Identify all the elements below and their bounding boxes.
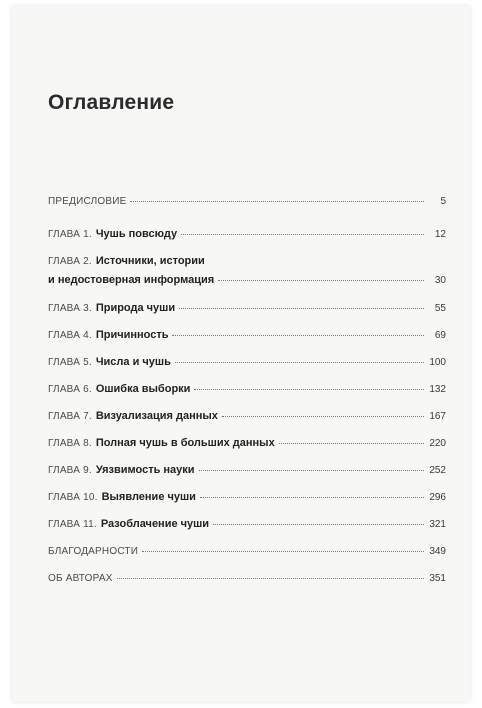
toc-entry [48, 329, 446, 342]
toc-entry-label: БЛАГОДАРНОСТИ [48, 546, 139, 557]
dot-leader [200, 497, 424, 498]
toc-entry-title-continuation: и недостоверная информация [48, 274, 215, 286]
toc-entry-label: ОБ АВТОРАХ [48, 573, 113, 584]
toc-entry-page-number: 30 [434, 275, 446, 286]
toc-entry [48, 383, 446, 396]
toc-entry-label: ГЛАВА 2. [48, 256, 92, 267]
toc-entry-title: Уязвимость науки [95, 464, 195, 476]
toc-entry-label: ГЛАВА 10. [48, 492, 98, 503]
toc-entry [48, 545, 446, 558]
toc-entry-page-number: 220 [429, 438, 446, 449]
toc-entry-label: ГЛАВА 8. [48, 438, 92, 449]
toc-entry [48, 356, 446, 369]
dot-leader [179, 308, 424, 309]
dot-leader [175, 362, 424, 363]
toc-entry-title: Числа и чушь [95, 356, 171, 368]
toc-entry-label: ГЛАВА 5. [48, 357, 92, 368]
toc-entry [48, 518, 446, 531]
toc-entry [48, 195, 446, 208]
toc-entry-title: Источники, истории [95, 255, 205, 267]
toc-entry-page-number: 69 [434, 330, 446, 341]
dot-leader [181, 234, 424, 235]
toc-entry-title: Ошибка выборки [95, 383, 191, 395]
toc-entry-page-number: 296 [429, 492, 446, 503]
toc-entry-label: ГЛАВА 6. [48, 384, 92, 395]
dot-leader [222, 416, 424, 417]
toc-entry-label: ГЛАВА 11. [48, 519, 97, 530]
toc-entry-page-number: 100 [429, 357, 446, 368]
toc-entry-label: ГЛАВА 4. [48, 330, 92, 341]
toc-entry-page-number: 12 [434, 229, 446, 240]
toc-entry-title: Чушь повсюду [95, 228, 178, 240]
toc-entry-label: ПРЕДИСЛОВИЕ [48, 196, 127, 207]
dot-leader [218, 280, 424, 281]
toc-entry-title: Природа чуши [95, 302, 176, 314]
toc-entry [48, 437, 446, 450]
toc-entry-page-number: 167 [429, 411, 446, 422]
dot-leader [172, 335, 424, 336]
toc-entry [48, 255, 446, 287]
book-page [12, 6, 470, 702]
dot-leader [194, 389, 424, 390]
dot-leader [130, 201, 424, 202]
dot-leader [142, 551, 424, 552]
toc-entry [48, 410, 446, 423]
toc-entry-page-number: 132 [429, 384, 446, 395]
toc-entry-title: Выявление чуши [101, 491, 196, 503]
toc-entry-label: ГЛАВА 7. [48, 411, 92, 422]
toc-entry-page-number: 351 [429, 573, 446, 584]
dot-leader [213, 524, 424, 525]
toc-entry [48, 491, 446, 504]
toc-entry-page-number: 349 [429, 546, 446, 557]
toc-entry [48, 228, 446, 241]
toc-entry [48, 572, 446, 585]
toc-entry-page-number: 252 [429, 465, 446, 476]
toc-entry-page-number: 5 [440, 196, 446, 207]
toc-entry-label: ГЛАВА 3. [48, 303, 92, 314]
toc-entry-title: Причинность [95, 329, 169, 341]
dot-leader [117, 578, 424, 579]
toc-entry-label: ГЛАВА 9. [48, 465, 92, 476]
toc-entry-title: Визуализация данных [95, 410, 218, 422]
toc-entry [48, 464, 446, 477]
toc-entry [48, 302, 446, 315]
toc-entry-title: Разоблачение чуши [100, 518, 210, 530]
dot-leader [279, 443, 424, 444]
dot-leader [199, 470, 424, 471]
toc-entry-label: ГЛАВА 1. [48, 229, 92, 240]
toc-entry-title: Полная чушь в больших данных [95, 437, 275, 449]
page-title: Оглавление [48, 91, 175, 114]
toc-entry-page-number: 55 [434, 303, 446, 314]
toc-entry-page-number: 321 [429, 519, 446, 530]
